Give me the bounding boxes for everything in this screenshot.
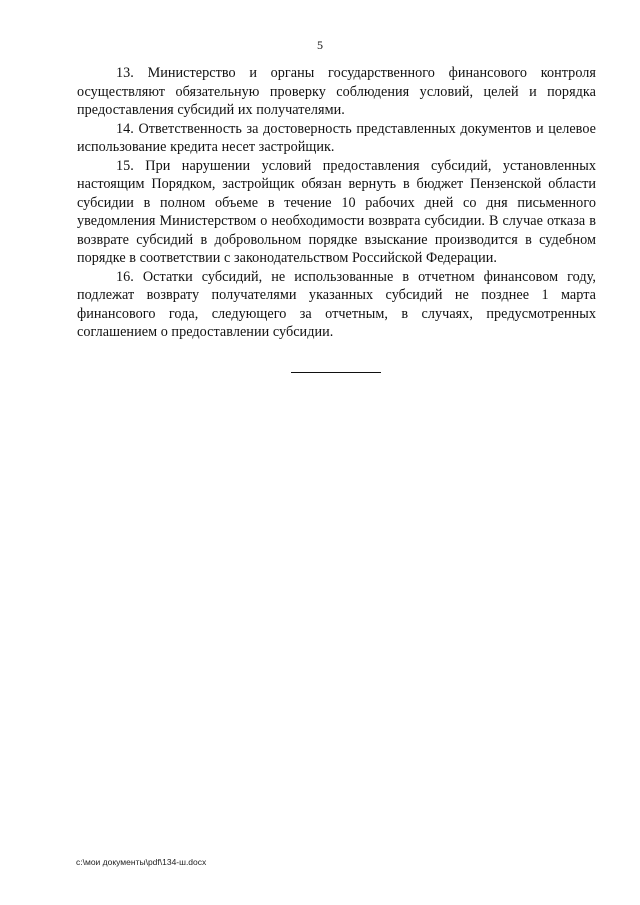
- paragraph-16: 16. Остатки субсидий, не использованные в отчетном финансовом году, подлежат возврату получателями указанных субсидий не позднее 1 марта финансового года, следующего за отчетным, в случаях, предусмотренных соглашением о предоставлении субсидии.: [77, 268, 596, 340]
- paragraph-13: 13. Министерство и органы государственного финансового контроля осуществляют обязательную проверку соблюдения условий, целей и порядка предоставления субсидий их получателями.: [77, 65, 596, 118]
- end-divider: [291, 372, 381, 373]
- page-number: 5: [317, 38, 323, 52]
- footer-file-path: c:\мои документы\pdf\134-ш.docx: [76, 857, 207, 867]
- paragraph-14: 14. Ответственность за достоверность представленных документов и целевое использование кредита несет застройщик.: [77, 120, 596, 155]
- document-body: [77, 64, 596, 342]
- paragraph-15: 15. При нарушении условий предоставления субсидий, установленных настоящим Порядком, застройщик обязан вернуть в бюджет Пензенской области субсидии в полном объеме в течение 10 рабочих дней со дня письменного уведомления Министерством о необходимости возврата субсидии. В случае отказа в возврате субсидий в добровольном порядке взыскание производится в судебном порядке в соответствии с законодательством Российской Федерации.: [77, 157, 596, 266]
